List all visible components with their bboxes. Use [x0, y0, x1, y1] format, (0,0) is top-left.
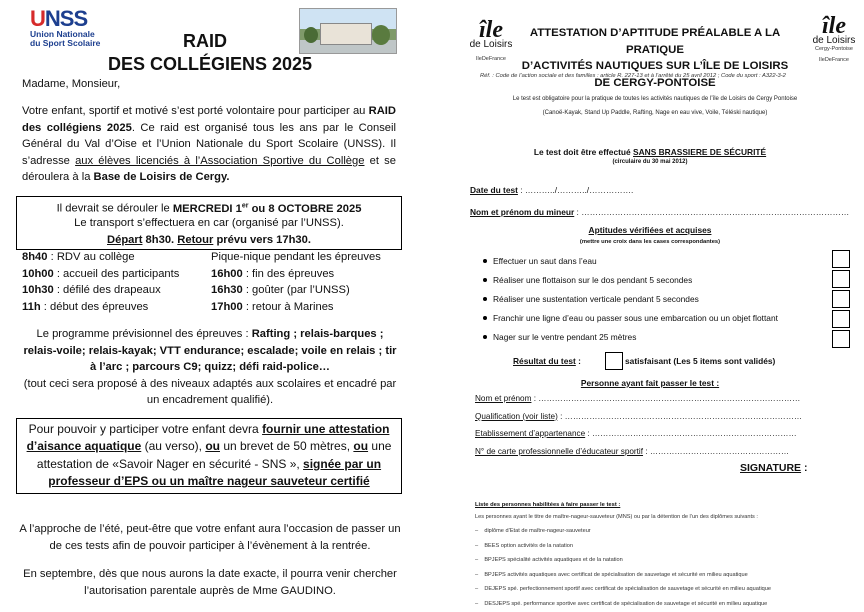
schedule-item: Pique-nique pendant les épreuves	[211, 251, 381, 263]
bullet-icon	[483, 259, 487, 263]
attestation-title: ATTESTATION D’APTITUDE PRÉALABLE A LA PRATIQUE D’ACTIVITÉS NAUTIQUES SUR L’ÎLE DE LOISIRS DE CERGY-PONTOISE	[521, 27, 789, 89]
bullet-icon	[483, 278, 487, 282]
schedule-item: 16h00 : fin des épreuves	[211, 267, 335, 280]
intro-line2: (Canoë-Kayak, Stand Up Paddle, Rafting, Nage en eau vive, Voile, Téléski nautique)	[542, 110, 768, 116]
result-label: Résultat du test :	[513, 356, 581, 366]
september-paragraph: En septembre, dès que nous aurons la date exacte, il pourra venir chercher l’autorisation parentale auprès de Mme GAUDINO.	[23, 568, 397, 597]
aptitude-item: Réaliser une flottaison sur le dos pendant 5 secondes	[493, 275, 693, 285]
result-checkbox[interactable]	[605, 352, 623, 370]
minor-name-field[interactable]: Nom et prénom du mineur : ……………………………………………………………………………………	[470, 207, 850, 217]
date-box: Il devrait se dérouler le MERCREDI 1er ou 8 OCTOBRE 2025 Le transport s’effectuera en car (organisé par l’UNSS). Départ 8h30. Retour prévu vers 17h30.	[16, 196, 402, 250]
bullet-icon	[483, 297, 487, 301]
intro-paragraph: Votre enfant, sportif et motivé s’est porté volontaire pour participer au RAID des collégiens 2025. Ce raid est organisé tous les ans par le Conseil Général du Val d’Oise et l’Union Nationale du Sport Scolaire (UNSS). Il s’adresse aux élèves licenciés à l’Association Sportive du Collège et se déroulera à la Base de Loisirs de Cergy.	[22, 105, 396, 184]
summer-paragraph: A l’approche de l’été, peut-être que votre enfant aura l’occasion de passer un de ces tests afin de pouvoir participer à l’évènement à la rentrée.	[19, 523, 401, 552]
list-item: – BPJEPS activités aquatiques avec certificat de spécialisation de sauvetage et sécurité en milieu aquatique	[475, 571, 748, 578]
tester-title: Personne ayant fait passer le test :	[580, 378, 720, 388]
tester-card-number-field[interactable]: N° de carte professionnelle d’éducateur sportif : ……………………………………………	[475, 446, 790, 456]
left-page	[0, 0, 420, 612]
schedule-right	[211, 249, 411, 315]
aptitude-item: Nager sur le ventre pendant 25 mètres	[493, 332, 637, 342]
schedule-item: 16h30 : goûter (par l’UNSS)	[211, 284, 350, 297]
aptitude-checkbox[interactable]	[832, 290, 850, 308]
greeting: Madame, Monsieur,	[22, 78, 121, 90]
list-item: – DEJEPS spé. perfectionnement sportif avec certificat de spécialisation de sauvetage et sécurité en milieu aquatique	[475, 586, 772, 593]
program-paragraph: Le programme prévisionnel des épreuves : Rafting ; relais-barques ; relais-voile; relais-kayak; VTT endurance; escalade; voile en relais ; tir à l’arc ; parcours C9; quizz; défi raid-police… (tout ceci sera proposé à des niveaux adaptés aux scolaires et encadré par un encadrement qualifié).	[23, 328, 397, 407]
schedule-item: 11h : début des épreuves	[22, 300, 149, 313]
tester-fields	[475, 390, 845, 460]
bullet-icon	[483, 316, 487, 320]
schedule-item: 17h00 : retour à Marines	[211, 300, 334, 313]
aptitude-checkbox[interactable]	[832, 270, 850, 288]
legal-reference: Réf. : Code de l’action sociale et des familles : article R. 227-13 et à l’arrêté du 25 avril 2012 ; Code du sport : A322-3-2	[480, 73, 786, 79]
swim-requirement-box: Pour pouvoir y participer votre enfant devra fournir une attestation d’aisance aquatique (au verso), ou un brevet de 50 mètres, ou une attestation de «Savoir Nager en sécurité - SNS », signée par un professeur d’EPS ou un maître nageur sauveteur certifié	[16, 418, 402, 494]
raid-title-line2: DES COLLÉGIENS 2025	[108, 54, 313, 74]
schedule-item: 8h40 : RDV au collège	[22, 251, 135, 263]
ile-de-loisirs-logo-left: île de Loisirs IleDeFrance	[469, 17, 513, 62]
raid-title-line1: RAID	[183, 31, 227, 51]
list-item: – BPJEPS spécialité activités aquatiques et de la natation	[475, 557, 623, 564]
tester-establishment-field[interactable]: Etablissement d’appartenance : …………………………………………………………………	[475, 429, 797, 439]
aptitude-checkbox[interactable]	[832, 310, 850, 328]
unss-logo: UNSS Union Nationale du Sport Scolaire	[30, 6, 101, 48]
cergy-photo	[299, 8, 397, 54]
aptitude-item: Effectuer un saut dans l’eau	[493, 256, 597, 266]
aptitudes-subtitle: (mettre une croix dans les cases correspondantes)	[579, 239, 721, 245]
tester-name-field[interactable]: Nom et prénom : ……………………………………………………………………………………	[475, 394, 801, 403]
list-item: – diplôme d’Etat de maître-nageur-sauveteur	[475, 528, 591, 534]
test-condition: Le test doit être effectué SANS BRASSIERE DE SÉCURITÉ	[533, 147, 767, 157]
qualified-list-intro: Les personnes ayant le titre de maître-nageur-sauveteur (MNS) ou par la détention de l’un des diplômes suivants :	[475, 514, 758, 520]
qualified-list	[475, 524, 864, 612]
schedule-item: 10h30 : défilé des drapeaux	[22, 284, 161, 297]
aptitude-item: Franchir une ligne d’eau ou passer sous une embarcation ou un objet flottant	[493, 313, 778, 323]
date-field[interactable]: Date du test : ………../………../…………….	[470, 185, 634, 195]
qualified-list-title: Liste des personnes habilitées à faire passer le test :	[475, 502, 621, 508]
aptitude-checkbox[interactable]	[832, 330, 850, 348]
intro-line1: Le test est obligatoire pour la pratique de toutes les activités nautiques de l’île de Loisirs de Cergy Pontoise	[512, 96, 798, 102]
ile-de-loisirs-logo-right: île de Loisirs Cergy-Pontoise IleDeFrance	[812, 13, 856, 63]
aptitude-checkbox[interactable]	[832, 250, 850, 268]
result-text: satisfaisant (Les 5 items sont validés)	[625, 356, 776, 366]
bullet-icon	[483, 335, 487, 339]
signature-label: SIGNATURE :	[740, 462, 808, 474]
schedule-left	[22, 249, 212, 315]
aptitudes-title: Aptitudes vérifiées et acquises	[588, 225, 712, 235]
right-page	[430, 0, 864, 612]
aptitude-item: Réaliser une sustentation verticale pendant 5 secondes	[493, 294, 699, 304]
circular-date: (circulaire du 30 mai 2012)	[612, 159, 688, 165]
list-item: – BEES option activités de la natation	[475, 542, 573, 549]
schedule-item: 10h00 : accueil des participants	[22, 267, 180, 280]
list-item: – DESJEPS spé. performance sportive avec certificat de spécialisation de sauvetage et sécurité en milieu aquatique	[475, 600, 768, 607]
tester-qualification-field[interactable]: Qualification (voir liste) : ……………………………………………………………………………	[475, 411, 803, 421]
